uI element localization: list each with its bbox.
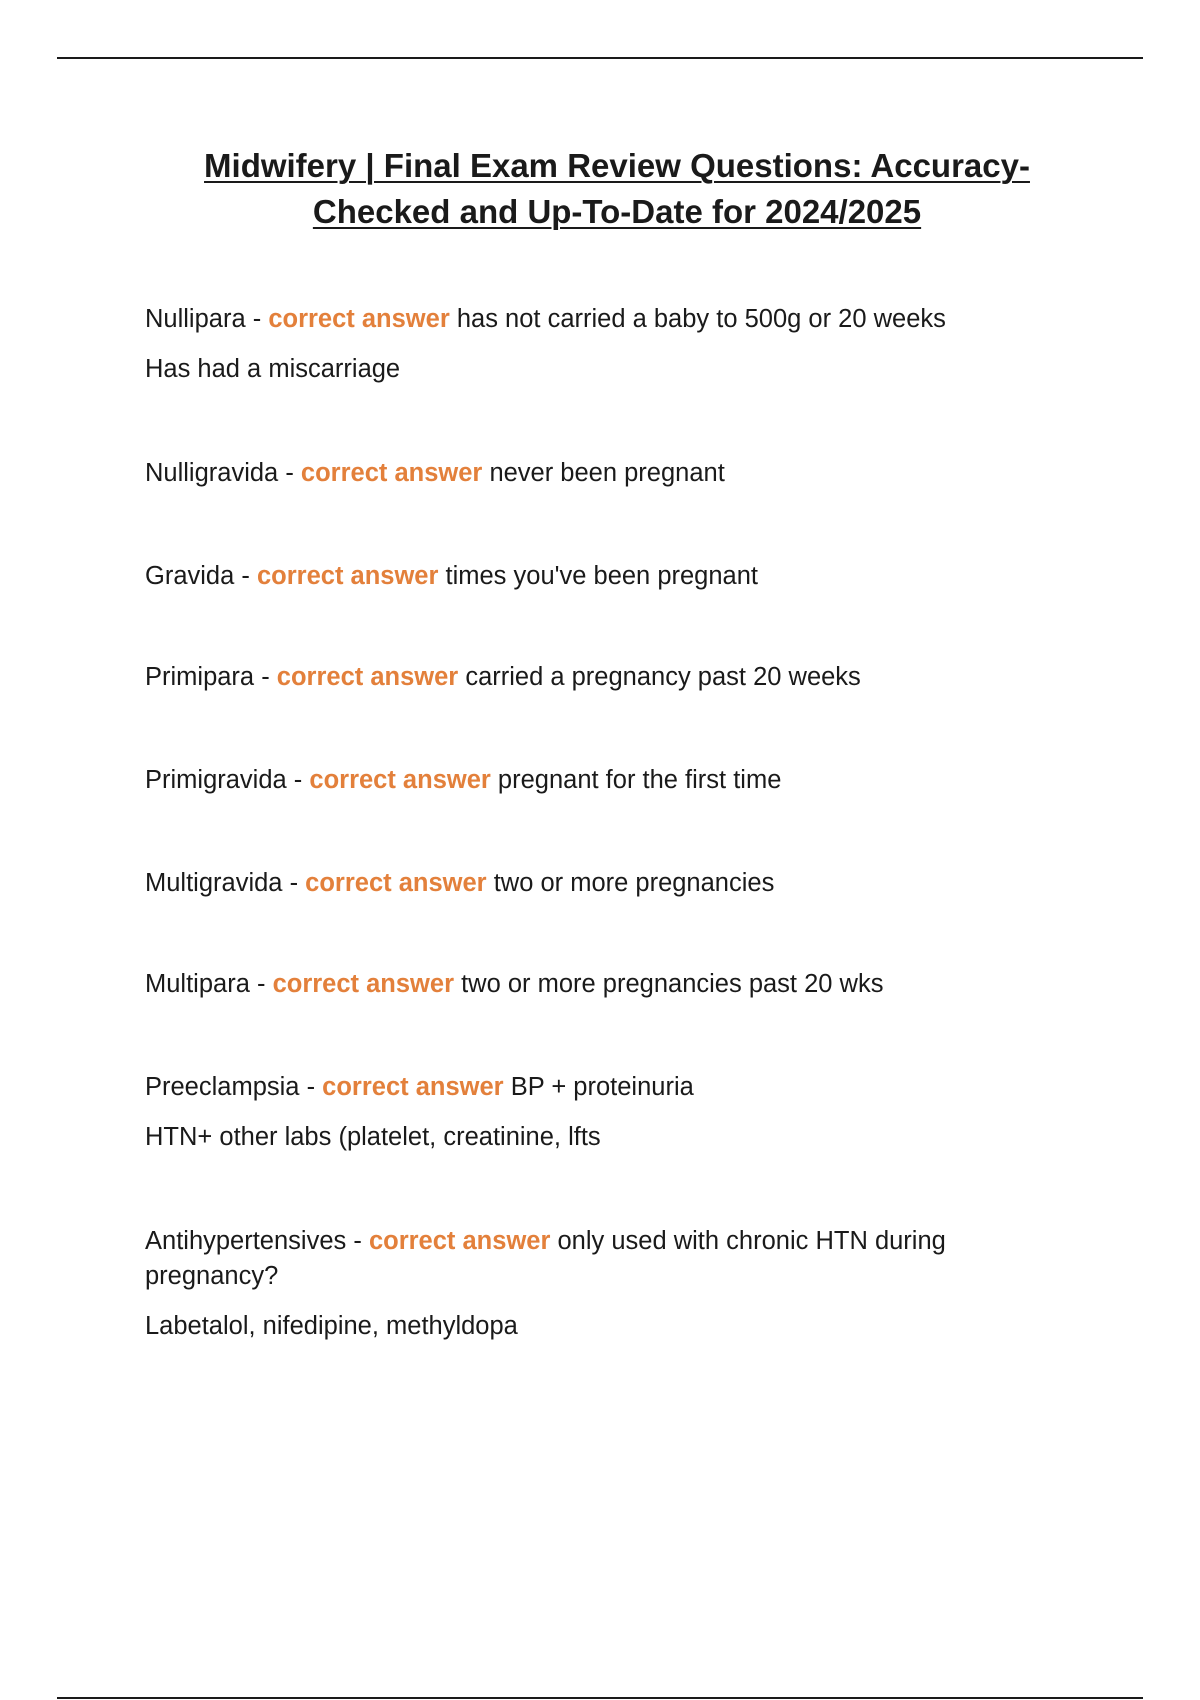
term: Multipara xyxy=(145,970,250,998)
answer-label: correct answer xyxy=(256,562,439,590)
qa-line xyxy=(145,763,1045,798)
separator: - xyxy=(245,305,269,333)
answer-label: correct answer xyxy=(368,1227,551,1255)
separator: - xyxy=(346,1227,369,1255)
top-divider xyxy=(57,57,1143,59)
answer-label: correct answer xyxy=(309,766,491,794)
answer-label: correct answer xyxy=(305,869,487,897)
answer-text: two or more pregnancies past 20 wks xyxy=(461,970,884,998)
answer-text: two or more pregnancies xyxy=(493,869,775,897)
answer-label: correct answer xyxy=(272,970,454,998)
bottom-divider xyxy=(57,1697,1143,1699)
answer-text: has not carried a baby to 500g or 20 weeks xyxy=(456,305,946,333)
term: Nulligravida xyxy=(145,459,279,487)
qa-line xyxy=(145,1224,1045,1294)
answer-label: correct answer xyxy=(300,459,483,487)
separator: - xyxy=(278,459,301,487)
answer-text: BP + proteinuria xyxy=(510,1073,694,1101)
answer-text: times you've been pregnant xyxy=(445,562,758,590)
qa-entry-antihypertensives xyxy=(145,1224,1045,1344)
answer-note: Labetalol, nifedipine, methyldopa xyxy=(145,1312,518,1340)
separator: - xyxy=(249,970,273,998)
qa-line xyxy=(145,302,1045,337)
term: Primigravida xyxy=(145,766,287,794)
qa-line xyxy=(145,967,1045,1002)
qa-entry-preeclampsia xyxy=(145,1070,1045,1155)
term: Preeclampsia xyxy=(145,1073,300,1101)
answer-label: correct answer xyxy=(276,663,459,691)
qa-entry-gravida xyxy=(145,559,1045,594)
answer-label: correct answer xyxy=(322,1073,504,1101)
qa-line xyxy=(145,866,1045,901)
separator: - xyxy=(282,869,306,897)
term: Primipara xyxy=(145,663,255,691)
page-title: Midwifery | Final Exam Review Questions: Accuracy-Checked and Up-To-Date for 2024/2025 xyxy=(204,147,1030,230)
qa-entry-primigravida xyxy=(145,763,1045,798)
answer-text: never been pregnant xyxy=(489,459,725,487)
answer-note: Has had a miscarriage xyxy=(145,355,401,383)
separator: - xyxy=(299,1073,323,1101)
qa-line xyxy=(145,1070,1045,1105)
qa-entry-multigravida xyxy=(145,866,1045,901)
answer-text: carried a pregnancy past 20 weeks xyxy=(465,663,861,691)
separator: - xyxy=(286,766,310,794)
answer-label: correct answer xyxy=(268,305,450,333)
qa-entry-nulligravida xyxy=(145,456,1045,491)
answer-text: pregnant for the first time xyxy=(497,766,782,794)
answer-note: HTN+ other labs (platelet, creatinine, lfts xyxy=(145,1123,601,1151)
qa-entry-nullipara xyxy=(145,302,1045,387)
qa-entry-primipara xyxy=(145,660,1045,695)
qa-line xyxy=(145,559,1045,594)
term: Antihypertensives xyxy=(145,1227,347,1255)
qa-entry-multipara xyxy=(145,967,1045,1002)
answer-text: only used with chronic HTN during pregnancy? xyxy=(145,1227,946,1290)
term: Multigravida xyxy=(145,869,283,897)
term: Nullipara xyxy=(145,305,246,333)
term: Gravida xyxy=(145,562,235,590)
qa-line xyxy=(145,660,1045,695)
qa-line xyxy=(145,456,1045,491)
separator: - xyxy=(254,663,277,691)
separator: - xyxy=(234,562,257,590)
